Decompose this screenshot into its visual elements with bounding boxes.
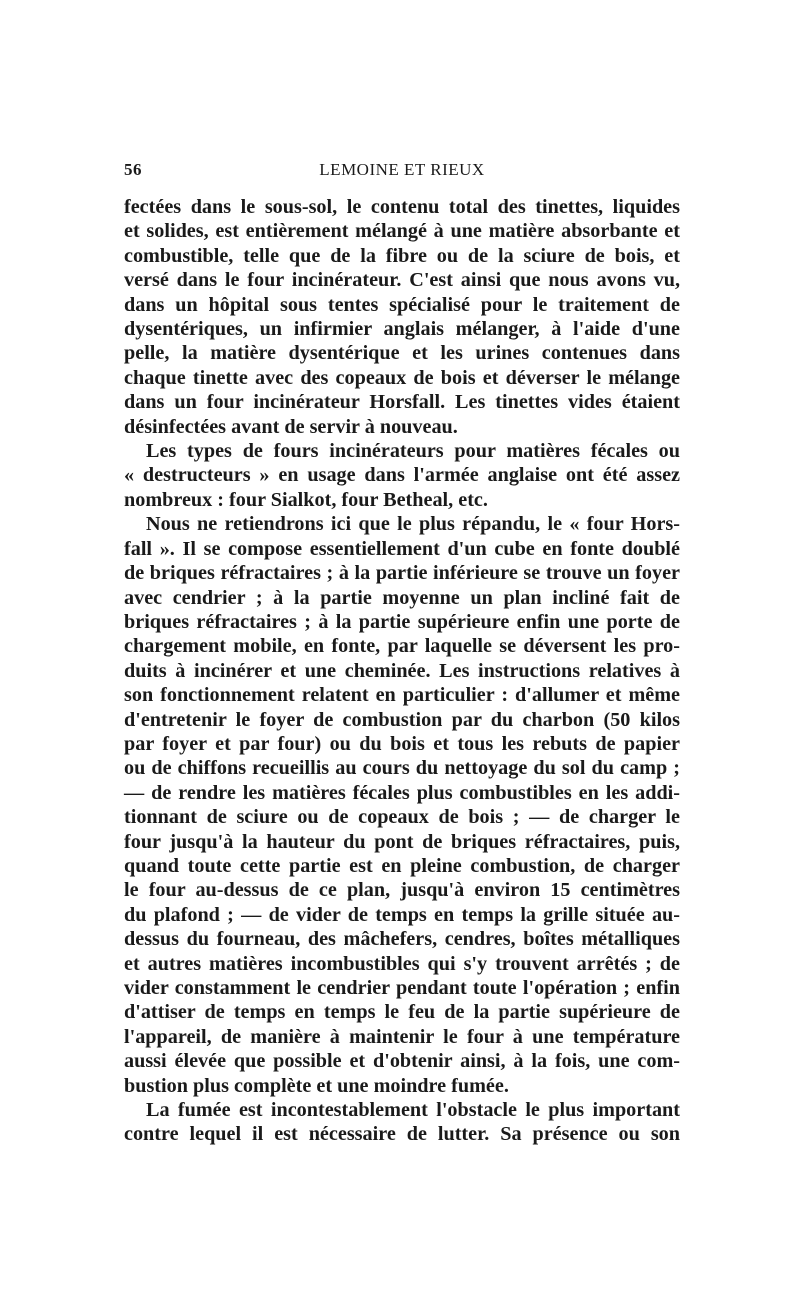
text-line: bustion plus complète et une moindre fumée. [124,1074,509,1097]
text-line: Les types de fours incinérateurs pour matières fécales ou [146,440,680,463]
text-line: avec cendrier ; à la partie moyenne un plan incliné fait de [124,586,680,609]
text-line: four jusqu'à la hauteur du pont de briques réfractaires, puis, [124,830,680,853]
page-header [124,156,680,186]
text-line: dessus du fourneau, des mâchefers, cendres, boîtes métalliques [124,928,680,951]
text-line: ou de chiffons recueillis au cours du nettoyage du sol du camp ; [124,757,680,780]
text-line: — de rendre les matières fécales plus combustibles en les addi- [124,781,680,804]
text-line: et autres matières incombustibles qui s'y trouvent arrêtés ; de [124,952,680,975]
text-line: duits à incinérer et une cheminée. Les instructions relatives à [124,659,680,682]
text-line: La fumée est incontestablement l'obstacle le plus important [146,1099,680,1122]
page-number: 56 [124,160,142,179]
text-line: nombreux : four Sialkot, four Betheal, etc. [124,488,488,511]
text-line: et solides, est entièrement mélangé à une matière absorbante et [124,220,680,243]
paragraph [124,439,680,512]
text-line: dans un four incinérateur Horsfall. Les tinettes vides étaient [124,391,680,414]
text-line: du plafond ; — de vider de temps en temps la grille située au- [124,903,680,926]
text-line: désinfectées avant de servir à nouveau. [124,415,458,438]
text-line: quand toute cette partie est en pleine combustion, de charger [124,854,680,877]
running-title: LEMOINE ET RIEUX [319,160,485,179]
text-line: chargement mobile, en fonte, par laquelle se déversent les pro- [124,635,680,658]
text-line: briques réfractaires ; à la partie supérieure enfin une porte de [124,610,680,633]
text-line: chaque tinette avec des copeaux de bois et déverser le mélange [124,366,680,389]
text-line: versé dans le four incinérateur. C'est ainsi que nous avons vu, [124,269,680,292]
text-line: le four au-dessus de ce plan, jusqu'à environ 15 centimètres [124,879,680,902]
text-line: combustible, telle que de la fibre ou de la sciure de bois, et [124,244,680,267]
text-line: tionnant de sciure ou de copeaux de bois ; — de charger le [124,806,680,829]
text-line: d'entretenir le foyer de combustion par du charbon (50 kilos [124,708,680,731]
text-line: « destructeurs » en usage dans l'armée anglaise ont été assez [124,464,680,487]
text-line: contre lequel il est nécessaire de lutter. Sa présence ou son [124,1123,680,1146]
text-line: son fonctionnement relatent en particulier : d'allumer et même [124,684,680,707]
text-line: dysentériques, un infirmier anglais mélanger, à l'aide d'une [124,318,680,341]
paragraph [124,1098,680,1147]
text-line: Nous ne retiendrons ici que le plus répandu, le « four Hors- [146,513,680,536]
text-line: vider constamment le cendrier pendant toute l'opération ; enfin [124,977,680,999]
body-text [124,195,680,1147]
paragraph [124,195,680,439]
text-line: fall ». Il se compose essentiellement d'un cube en fonte doublé [124,537,680,560]
text-line: de briques réfractaires ; à la partie inférieure se trouve un foyer [124,562,680,585]
text-line: dans un hôpital sous tentes spécialisé pour le traitement de [124,293,680,316]
text-line: fectées dans le sous-sol, le contenu total des tinettes, liquides [124,196,680,218]
text-line: par foyer et par four) ou du bois et tous les rebuts de papier [124,732,680,755]
text-line: pelle, la matière dysentérique et les urines contenues dans [124,342,680,365]
text-line: aussi élevée que possible et d'obtenir ainsi, à la fois, une com- [124,1050,680,1073]
paragraph [124,512,680,1098]
text-line: l'appareil, de manière à maintenir le four à une température [124,1025,680,1048]
text-line: d'attiser de temps en temps le feu de la partie supérieure de [124,1001,680,1024]
